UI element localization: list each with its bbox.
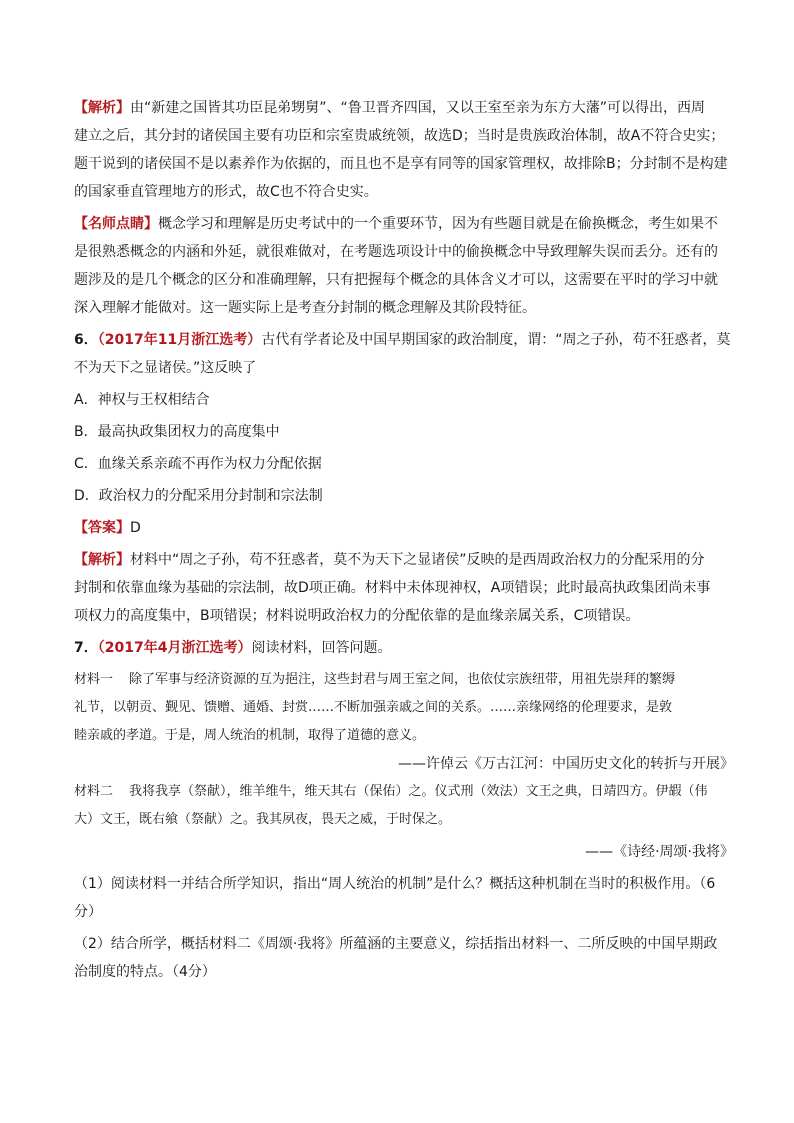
- answer-tag: 【答案】: [74, 520, 130, 536]
- analysis-text: 材料中“周之子孙，苟不狂惑者，莫不为天下之显诸侯”反映的是西周政治权力的分配采用的分: [130, 552, 705, 568]
- analysis-line: 项权力的高度集中，B项错误；材料说明政治权力的分配依靠的是血缘亲属关系，C项错误。: [74, 608, 640, 624]
- tip-line: [74, 210, 734, 238]
- analysis-line: 建立之后，其分封的诸侯国主要有功臣和宗室贵戚统领，故选D；当时是贵族政治体制，故A不符合史实；: [74, 128, 725, 144]
- material-line: [74, 778, 734, 806]
- analysis-text: 由“新建之国皆其功臣昆弟甥舅”、“鲁卫晋齐四国，又以王室至亲为东方大藩”可以得出，西周: [130, 100, 706, 116]
- question-stem: [74, 634, 734, 662]
- option-a: A．神权与王权相结合: [74, 392, 210, 408]
- answer-line: [74, 514, 734, 542]
- question-stem-text: 古代有学者论及中国早期国家的政治制度，谓：“周之子孙，苟不狂惑者，莫: [261, 332, 731, 348]
- question-stem: 不为天下之显诸侯。”这反映了: [74, 360, 257, 376]
- sub-question-2-cont: 治制度的特点。（4分）: [74, 964, 216, 980]
- option-c: C．血缘关系亲疏不再作为权力分配依据: [74, 456, 322, 472]
- material-line: 睦亲戚的孝道。于是，周人统治的机制，取得了道德的意义。: [74, 728, 426, 743]
- analysis-line: [74, 546, 734, 574]
- question-number: 7．: [74, 640, 98, 656]
- option-b: B．最高执政集团权力的高度集中: [74, 424, 280, 440]
- question-stem: [74, 326, 734, 354]
- question-stem-text: 阅读材料，回答问题。: [251, 640, 392, 656]
- material-label: 材料一: [74, 672, 114, 687]
- material-2: [74, 778, 734, 866]
- material-line: 大）文王，既右飨（祭献）之。我其夙夜，畏天之威，于时保之。: [74, 812, 452, 827]
- tip-line: 深入理解才能做对。这一题实际上是考查分封制的概念理解及其阶段特征。: [74, 300, 536, 316]
- analysis-line: 封制和依靠血缘为基础的宗法制，故D项正确。材料中未体现神权，A项错误；此时最高执政集团尚未事: [74, 580, 711, 596]
- material-citation: ——《诗经·周颂·我将》: [585, 844, 734, 860]
- analysis-line: 题干说到的诸侯国不是以素养作为依据的，而且也不是享有同等的国家管理权，故排除B；分封制不是构建: [74, 156, 728, 172]
- analysis-block-q5: [74, 94, 734, 206]
- question-7: [74, 634, 734, 986]
- tip-tag: 【名师点睛】: [74, 216, 158, 232]
- material-1: [74, 666, 734, 778]
- sub-question-1-cont: 分）: [74, 904, 102, 920]
- question-6: [74, 326, 734, 630]
- analysis-tag: 【解析】: [74, 100, 130, 116]
- material-text: 除了军事与经济资源的互为挹注，这些封君与周王室之间，也依仗宗族纽带，用祖先崇拜的繁缛: [129, 672, 676, 687]
- question-number: 6．: [74, 332, 98, 348]
- analysis-tag: 【解析】: [74, 552, 130, 568]
- teacher-tip-block: [74, 210, 734, 322]
- tip-line: 是很熟悉概念的内涵和外延，就很难做对，在考题选项设计中的偷换概念中导致理解失误而丢分。还有的: [74, 244, 718, 260]
- option-d: D．政治权力的分配采用分封制和宗法制: [74, 488, 323, 504]
- sub-question-2: （2）结合所学，概括材料二《周颂·我将》所蕴涵的主要意义，综括指出材料一、二所反映的中国早期政: [74, 936, 718, 952]
- question-source: （2017年4月浙江选考）: [97, 640, 252, 656]
- tip-line: 题涉及的是几个概念的区分和准确理解，只有把握每个概念的具体含义才可以，这需要在平时的学习中就: [74, 272, 718, 288]
- analysis-line: 的国家垂直管理地方的形式，故C也不符合史实。: [74, 184, 378, 200]
- analysis-line: [74, 94, 734, 122]
- answer-value: D: [130, 520, 141, 536]
- sub-question-1: （1）阅读材料一并结合所学知识，指出“周人统治的机制”是什么？概括这种机制在当时的积极作用。（6: [74, 876, 716, 892]
- material-line: 礼节，以朝贡、觐见、馈赠、通婚、封赏……不断加强亲戚之间的关系。……亲缘网络的伦理要求，是敦: [74, 700, 673, 715]
- tip-text: 概念学习和理解是历史考试中的一个重要环节，因为有些题目就是在偷换概念，考生如果不: [158, 216, 718, 232]
- material-citation: ——许倬云《万古江河：中国历史文化的转折与开展》: [398, 756, 734, 772]
- material-line: [74, 666, 734, 694]
- material-label: 材料二: [74, 784, 114, 799]
- material-text: 我将我享（祭献），维羊维牛，维天其右（保佑）之。仪式刑（效法）文王之典，日靖四方。伊嘏（伟: [129, 784, 708, 799]
- question-source: （2017年11月浙江选考）: [97, 332, 262, 348]
